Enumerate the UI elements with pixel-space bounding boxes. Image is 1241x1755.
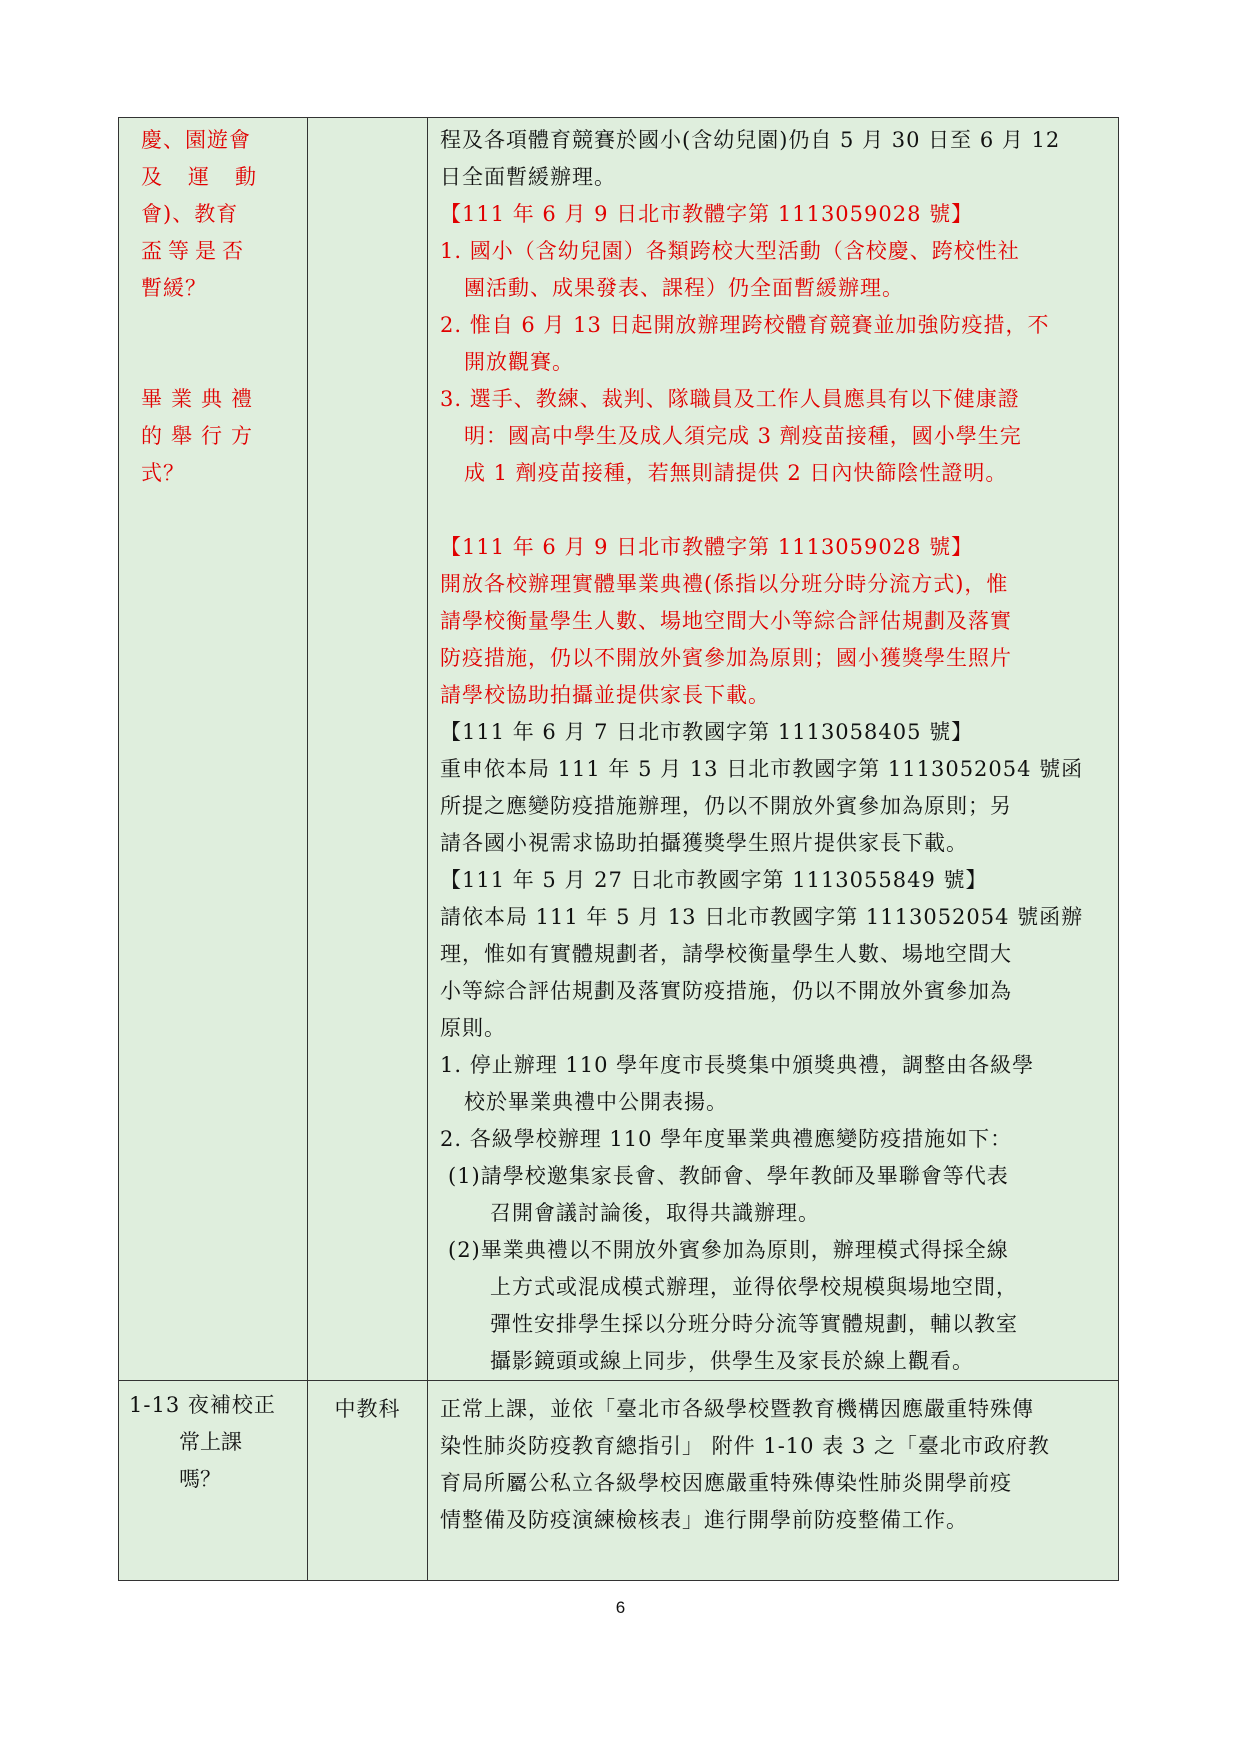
answer-part1-red — [440, 196, 1108, 492]
sub-item: (1)請學校邀集家長會、教師會、學年教師及畢聯會等代表 — [448, 1164, 1009, 1188]
question-line: 盃等是否 — [141, 239, 249, 263]
table-row — [119, 1381, 1119, 1581]
table-row — [119, 118, 1119, 1381]
answer-part2-red — [440, 529, 1108, 714]
answer-line: 重申依本局 111 年 5 月 13 日北市教國字第 1113052054 號函 — [440, 757, 1084, 781]
question-line: 式？ — [141, 461, 185, 485]
answer-line: 請學校衡量學生人數、場地空間大小等綜合評估規劃及落實 — [440, 609, 1012, 633]
list-item: 1. 停止辦理 110 學年度市長獎集中頒獎典禮，調整由各級學 — [440, 1053, 1035, 1077]
answer-line: 程及各項體育競賽於國小(含幼兒園)仍自 5 月 30 日至 6 月 12 — [440, 128, 1061, 152]
sub-item: 彈性安排學生採以分班分時分流等實體規劃，輔以教室 — [490, 1312, 1018, 1336]
question-line: 嗎？ — [179, 1467, 221, 1491]
answer-part1-black — [440, 122, 1108, 196]
question-cell — [119, 1381, 308, 1581]
sub-item: 攝影鏡頭或線上同步，供學生及家長於線上觀看。 — [490, 1349, 974, 1373]
answer-line: 明：國高中學生及成人須完成 3 劑疫苗接種，國小學生完 — [464, 424, 1022, 448]
question-line: 常上課 — [179, 1430, 242, 1454]
answer-line: 請依本局 111 年 5 月 13 日北市教國字第 1113052054 號函辦 — [440, 905, 1084, 929]
list-item: 2. 各級學校辦理 110 學年度畢業典禮應變防疫措施如下： — [440, 1127, 1013, 1151]
question-cell — [119, 118, 308, 1381]
answer-line: 開放各校辦理實體畢業典禮(係指以分班分時分流方式)，惟 — [440, 572, 1009, 596]
answer-line: 1. 國小（含幼兒園）各類跨校大型活動（含校慶、跨校性社 — [440, 239, 1020, 263]
answer-line: 請學校協助拍攝並提供家長下載。 — [440, 683, 770, 707]
answer-line: 2. 惟自 6 月 13 日起開放辦理跨校體育競賽並加強防疫措，不 — [440, 313, 1050, 337]
answer-line: 防疫措施，仍以不開放外賓參加為原則；國小獲獎學生照片 — [440, 646, 1012, 670]
answer-line: 3. 選手、教練、裁判、隊職員及工作人員應具有以下健康證 — [440, 387, 1020, 411]
answer-cell — [428, 1381, 1119, 1581]
answer-line: 成 1 劑疫苗接種，若無則請提供 2 日內快篩陰性證明。 — [464, 461, 1008, 485]
answer-line: 染性肺炎防疫教育總指引」 附件 1-10 表 3 之「臺北市政府教 — [440, 1434, 1050, 1458]
answer-line: 原則。 — [440, 1016, 506, 1040]
answer-line: 日全面暫緩辦理。 — [440, 165, 616, 189]
answer-line: 【111 年 6 月 9 日北市教體字第 1113059028 號】 — [440, 202, 974, 226]
sub-item: 召開會議討論後，取得共識辦理。 — [490, 1201, 820, 1225]
question-2 — [141, 381, 297, 492]
unit-cell — [308, 118, 428, 1381]
unit-label: 中教科 — [334, 1397, 401, 1421]
answer-line: 【111 年 6 月 9 日北市教體字第 1113059028 號】 — [440, 535, 974, 559]
question-line: 慶、園遊會 — [141, 128, 251, 152]
answer-line: 育局所屬公私立各級學校因應嚴重特殊傳染性肺炎開學前疫 — [440, 1471, 1012, 1495]
answer-part2-black — [440, 714, 1108, 1380]
answer-line: 所提之應變防疫措施辦理，仍以不開放外賓參加為原則；另 — [440, 794, 1012, 818]
answer-line: 團活動、成果發表、課程）仍全面暫緩辦理。 — [464, 276, 904, 300]
question-line: 的舉行方 — [141, 424, 261, 448]
answer-line: 理，惟如有實體規劃者，請學校衡量學生人數、場地空間大 — [440, 942, 1012, 966]
sub-item: 上方式或混成模式辦理，並得依學校規模與場地空間， — [490, 1275, 1018, 1299]
answer-cell — [428, 118, 1119, 1381]
answer-line: 小等綜合評估規劃及落實防疫措施，仍以不開放外賓參加為 — [440, 979, 1012, 1003]
unit-cell — [308, 1381, 428, 1581]
page-number: 6 — [615, 1598, 626, 1617]
question-1 — [141, 122, 297, 307]
question-line: 1-13 夜補校正 — [129, 1393, 276, 1417]
question-line: 及 運 動 — [141, 165, 256, 189]
answer-line: 開放觀賽。 — [464, 350, 574, 374]
blank-line — [440, 492, 1108, 529]
answer-line: 【111 年 5 月 27 日北市教國字第 1113055849 號】 — [440, 868, 988, 892]
answer-line: 【111 年 6 月 7 日北市教國字第 1113058405 號】 — [440, 720, 974, 744]
answer-line: 情整備及防疫演練檢核表」進行開學前防疫整備工作。 — [440, 1508, 968, 1532]
question-line: 暫緩？ — [141, 276, 207, 300]
question-line: 會)、教育 — [141, 202, 239, 226]
list-item: 校於畢業典禮中公開表揚。 — [464, 1090, 728, 1114]
sub-item: (2)畢業典禮以不開放外賓參加為原則，辦理模式得採全線 — [448, 1238, 1009, 1262]
answer-line: 正常上課，並依「臺北市各級學校暨教育機構因應嚴重特殊傳 — [440, 1397, 1034, 1421]
answer-line: 請各國小視需求協助拍攝獲獎學生照片提供家長下載。 — [440, 831, 968, 855]
faq-table — [118, 117, 1119, 1581]
question-line: 畢業典禮 — [141, 387, 261, 411]
